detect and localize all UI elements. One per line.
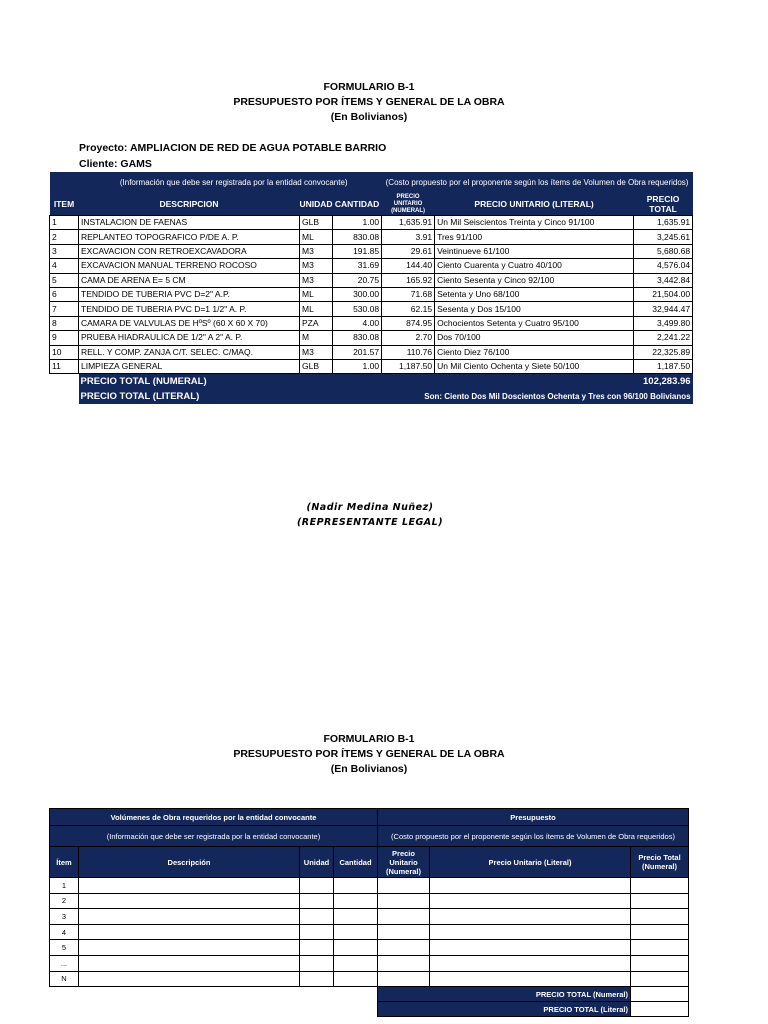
cell-pu: 165.92 (382, 273, 435, 287)
header-item: ITEM (50, 193, 79, 216)
total-numeral-input[interactable] (631, 987, 689, 1002)
total-numeral-label: PRECIO TOTAL (NUMERAL) (79, 374, 634, 390)
project-name: Proyecto: AMPLIACION DE RED DE AGUA POTABLE BARRIO (79, 142, 387, 154)
blank-cell[interactable] (378, 878, 430, 894)
cell-item: 4 (50, 259, 79, 273)
blank-cell[interactable] (300, 878, 334, 894)
cell-unit: M3 (300, 244, 333, 258)
blank-cell[interactable] (300, 893, 334, 909)
blank-row (50, 878, 689, 894)
cell-desc: REPLANTEO TOPOGRAFICO P/DE A. P. (79, 230, 300, 244)
blank-cell[interactable] (300, 940, 334, 956)
blank-cell[interactable] (378, 940, 430, 956)
blank-cell[interactable] (430, 940, 631, 956)
client-name: Cliente: GAMS (79, 158, 152, 170)
left-note: (Información que debe ser registrada por la entidad convocante) (50, 172, 382, 193)
right-block-note: (Costo propuesto por el proponente según los ítems de Volumen de Obra requeridos) (378, 826, 689, 847)
header-quantity: CANTIDAD (333, 193, 382, 216)
header-description-2: Descripción (79, 847, 300, 878)
blank-row (50, 955, 689, 971)
cell-pu: 3.91 (382, 230, 435, 244)
blank-cell[interactable] (79, 909, 300, 925)
budget-table (49, 172, 693, 404)
blank-cell[interactable] (631, 940, 689, 956)
cell-lit: Un Mil Seiscientos Treinta y Cinco 91/100 (435, 216, 634, 230)
blank-cell[interactable] (334, 893, 378, 909)
cell-qty: 300.00 (333, 287, 382, 301)
blank-cell[interactable] (79, 940, 300, 956)
blank-row (50, 940, 689, 956)
right-block-title: Presupuesto (378, 809, 689, 826)
cell-unit: ML (300, 230, 333, 244)
cell-item: 7 (50, 302, 79, 316)
blank-cell[interactable] (300, 924, 334, 940)
cell-item: 1 (50, 216, 79, 230)
total-numeral-label-2: PRECIO TOTAL (Numeral) (378, 987, 631, 1002)
header-unit: UNIDAD (300, 193, 333, 216)
table-row (50, 259, 693, 273)
form2-subtitle: PRESUPUESTO POR ÍTEMS Y GENERAL DE LA OBRA (233, 748, 505, 760)
left-block-note: (Información que debe ser registrada por la entidad convocante) (50, 826, 378, 847)
blank-cell[interactable] (378, 893, 430, 909)
cell-unit: M3 (300, 259, 333, 273)
cell-desc: TENDIDO DE TUBERIA PVC D=1 1/2" A. P. (79, 302, 300, 316)
blank-cell[interactable] (79, 971, 300, 987)
cell-item: 11 (50, 359, 79, 373)
cell-unit: ML (300, 287, 333, 301)
cell-total: 3,245.61 (634, 230, 693, 244)
header-unit-price-literal-2: Precio Unitario (Literal) (430, 847, 631, 878)
cell-qty: 830.08 (333, 331, 382, 345)
cell-pu: 144.40 (382, 259, 435, 273)
blank-cell[interactable] (430, 909, 631, 925)
cell-lit: Ciento Sesenta y Cinco 92/100 (435, 273, 634, 287)
cell-qty: 4.00 (333, 316, 382, 330)
row-number: N (50, 971, 79, 987)
cell-lit: Sesenta y Dos 15/100 (435, 302, 634, 316)
cell-total: 3,442.84 (634, 273, 693, 287)
cell-qty: 1.00 (333, 216, 382, 230)
cell-total: 1,635.91 (634, 216, 693, 230)
cell-pu: 874.95 (382, 316, 435, 330)
cell-qty: 191.85 (333, 244, 382, 258)
cell-total: 5,680.68 (634, 244, 693, 258)
blank-cell[interactable] (300, 955, 334, 971)
blank-cell[interactable] (300, 909, 334, 925)
blank-cell[interactable] (631, 971, 689, 987)
cell-lit: Un Mil Ciento Ochenta y Siete 50/100 (435, 359, 634, 373)
cell-desc: EXCAVACION CON RETROEXCAVADORA (79, 244, 300, 258)
blank-cell[interactable] (334, 955, 378, 971)
table-row (50, 345, 693, 359)
table-row (50, 302, 693, 316)
blank-cell[interactable] (79, 878, 300, 894)
blank-cell[interactable] (430, 955, 631, 971)
table-row (50, 230, 693, 244)
table-row (50, 331, 693, 345)
total-literal-input[interactable] (631, 1002, 689, 1017)
header-quantity-2: Cantidad (334, 847, 378, 878)
blank-row (50, 924, 689, 940)
cell-qty: 530.08 (333, 302, 382, 316)
header-unit-price-numeral-2: Precio Unitario (Numeral) (378, 847, 430, 878)
cell-unit: GLB (300, 359, 333, 373)
cell-lit: Ciento Diez 76/100 (435, 345, 634, 359)
signatory-name: (Nadir Medina Nuñez) (306, 502, 434, 513)
header-unit-price-literal: PRECIO UNITARIO (LITERAL) (435, 193, 634, 216)
form2-title: FORMULARIO B-1 (323, 733, 415, 745)
cell-unit: M (300, 331, 333, 345)
blank-cell[interactable] (631, 878, 689, 894)
cell-total: 1,187.50 (634, 359, 693, 373)
cell-item: 10 (50, 345, 79, 359)
blank-cell[interactable] (378, 909, 430, 925)
blank-cell[interactable] (79, 924, 300, 940)
row-number: 1 (50, 878, 79, 894)
blank-cell[interactable] (378, 971, 430, 987)
cell-total: 22,325.89 (634, 345, 693, 359)
cell-item: 8 (50, 316, 79, 330)
total-literal-value: Son: Ciento Dos Mil Doscientos Ochenta y Tres con 96/100 Bolivianos (333, 389, 693, 404)
blank-cell[interactable] (430, 878, 631, 894)
cell-item: 3 (50, 244, 79, 258)
row-number: 4 (50, 924, 79, 940)
cell-pu: 29.61 (382, 244, 435, 258)
cell-unit: M3 (300, 273, 333, 287)
blank-cell[interactable] (334, 971, 378, 987)
cell-qty: 1.00 (333, 359, 382, 373)
row-number: 2 (50, 893, 79, 909)
total-literal-label-2: PRECIO TOTAL (Literal) (378, 1002, 631, 1017)
form1-subtitle: PRESUPUESTO POR ÍTEMS Y GENERAL DE LA OBRA (233, 96, 505, 108)
cell-desc: RELL. Y COMP. ZANJA C/T. SELEC. C/MAQ. (79, 345, 300, 359)
blank-cell[interactable] (631, 909, 689, 925)
left-block-title: Volúmenes de Obra requeridos por la entidad convocante (50, 809, 378, 826)
form1-currency: (En Bolivianos) (330, 111, 408, 123)
blank-cell[interactable] (631, 924, 689, 940)
form2-currency: (En Bolivianos) (330, 763, 408, 775)
cell-pu: 62.15 (382, 302, 435, 316)
header-unit-price-numeral: PRECIO UNITARIO (NUMERAL) (382, 193, 435, 216)
cell-item: 5 (50, 273, 79, 287)
cell-total: 21,504.00 (634, 287, 693, 301)
cell-item: 2 (50, 230, 79, 244)
blank-cell[interactable] (334, 924, 378, 940)
blank-cell[interactable] (430, 971, 631, 987)
right-note: (Costo propuesto por el proponente según los ítems de Volumen de Obra requeridos) (382, 172, 693, 193)
blank-budget-table (49, 808, 689, 1017)
cell-qty: 830.08 (333, 230, 382, 244)
table-row (50, 273, 693, 287)
header-description: DESCRIPCION (79, 193, 300, 216)
cell-total: 4,576.04 (634, 259, 693, 273)
blank-cell[interactable] (631, 955, 689, 971)
blank-cell[interactable] (430, 893, 631, 909)
cell-pu: 71.68 (382, 287, 435, 301)
cell-qty: 31.69 (333, 259, 382, 273)
cell-pu: 2.70 (382, 331, 435, 345)
blank-row (50, 971, 689, 987)
blank-cell[interactable] (631, 893, 689, 909)
cell-total: 32,944.47 (634, 302, 693, 316)
table-row (50, 359, 693, 373)
header-total-price: PRECIO TOTAL (634, 193, 693, 216)
cell-lit: Ochocientos Setenta y Cuatro 95/100 (435, 316, 634, 330)
row-number: 5 (50, 940, 79, 956)
blank-cell[interactable] (334, 878, 378, 894)
cell-unit: M3 (300, 345, 333, 359)
blank-cell[interactable] (79, 893, 300, 909)
blank-cell[interactable] (430, 924, 631, 940)
table-row (50, 287, 693, 301)
cell-desc: CAMA DE ARENA E= 5 CM (79, 273, 300, 287)
total-literal-label: PRECIO TOTAL (LITERAL) (79, 389, 333, 404)
header-item-2: Ítem (50, 847, 79, 878)
blank-cell[interactable] (334, 909, 378, 925)
cell-desc: INSTALACION DE FAENAS (79, 216, 300, 230)
blank-row (50, 893, 689, 909)
cell-desc: PRUEBA HIADRAULICA DE 1/2" A 2" A. P. (79, 331, 300, 345)
cell-desc: LIMPIEZA GENERAL (79, 359, 300, 373)
cell-unit: GLB (300, 216, 333, 230)
cell-desc: EXCAVACION MANUAL TERRENO ROCOSO (79, 259, 300, 273)
cell-lit: Veintinueve 61/100 (435, 244, 634, 258)
cell-pu: 1,187.50 (382, 359, 435, 373)
total-numeral-value: 102,283.96 (634, 374, 693, 390)
cell-desc: TENDIDO DE TUBERIA PVC D=2" A.P. (79, 287, 300, 301)
cell-desc: CAMARA DE VALVULAS DE HºSº (60 X 60 X 70) (79, 316, 300, 330)
table-row (50, 216, 693, 230)
cell-lit: Tres 91/100 (435, 230, 634, 244)
cell-item: 9 (50, 331, 79, 345)
row-number: 3 (50, 909, 79, 925)
cell-lit: Dos 70/100 (435, 331, 634, 345)
cell-total: 3,499.80 (634, 316, 693, 330)
blank-cell[interactable] (378, 955, 430, 971)
header-unit-2: Unidad (300, 847, 334, 878)
signatory-role: (REPRESENTANTE LEGAL) (296, 517, 444, 528)
blank-cell[interactable] (378, 924, 430, 940)
blank-cell[interactable] (334, 940, 378, 956)
cell-item: 6 (50, 287, 79, 301)
cell-lit: Setenta y Uno 68/100 (435, 287, 634, 301)
cell-qty: 20.75 (333, 273, 382, 287)
form1-title: FORMULARIO B-1 (323, 81, 415, 93)
cell-unit: ML (300, 302, 333, 316)
header-total-price-2: Precio Total (Numeral) (631, 847, 689, 878)
table-row (50, 244, 693, 258)
cell-qty: 201.57 (333, 345, 382, 359)
blank-cell[interactable] (79, 955, 300, 971)
cell-unit: PZA (300, 316, 333, 330)
table-row (50, 316, 693, 330)
cell-lit: Ciento Cuarenta y Cuatro 40/100 (435, 259, 634, 273)
blank-row (50, 909, 689, 925)
cell-pu: 1,635.91 (382, 216, 435, 230)
cell-pu: 110.76 (382, 345, 435, 359)
cell-total: 2,241.22 (634, 331, 693, 345)
blank-cell[interactable] (300, 971, 334, 987)
row-number: ... (50, 955, 79, 971)
